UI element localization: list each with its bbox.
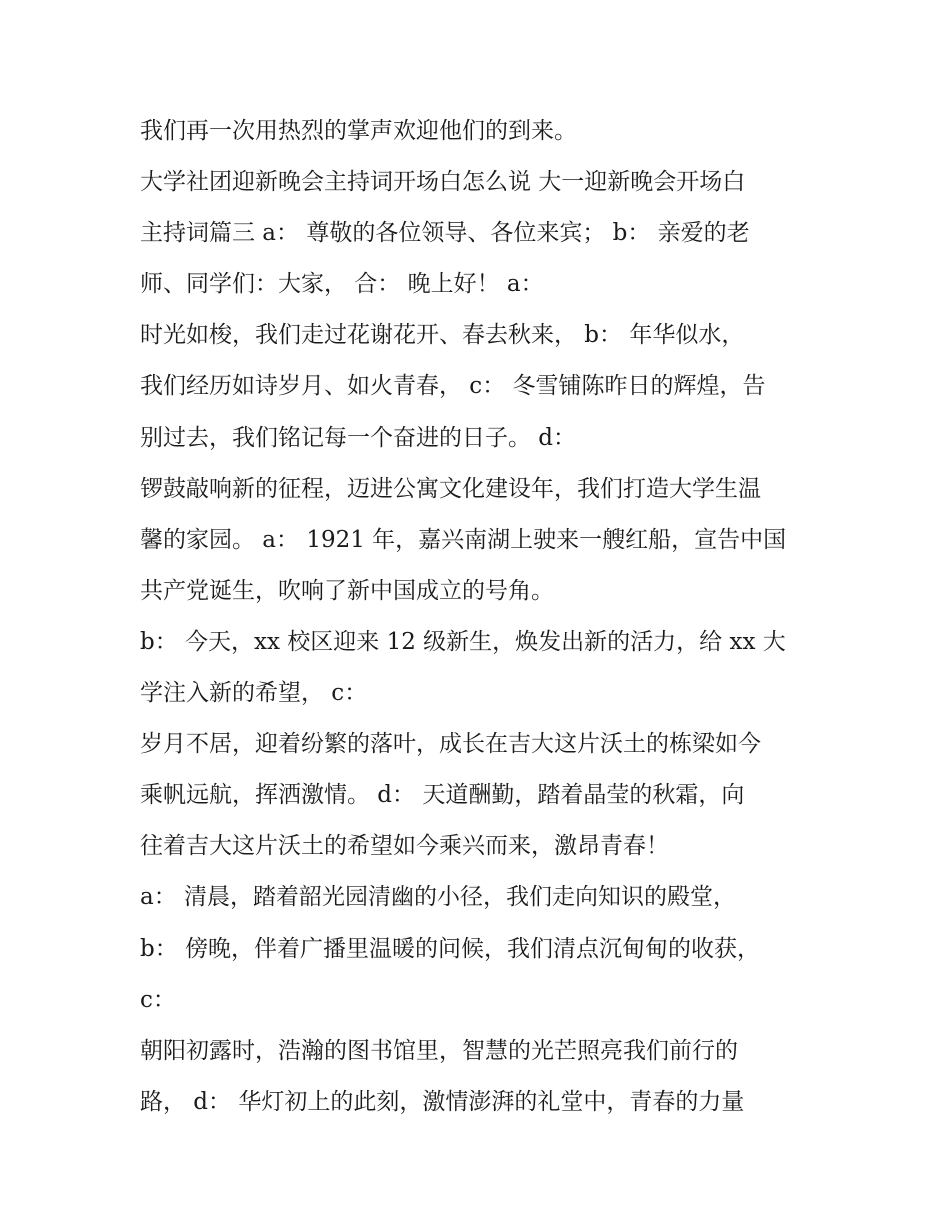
- text-line: 我们经历如诗岁月、如火青春， c： 冬雪铺陈昨日的辉煌，告: [140, 373, 766, 400]
- text-line: 往着吉大这片沃土的希望如今乘兴而来，激昂青春！: [140, 833, 669, 860]
- text-line: 我们再一次用热烈的掌声欢迎他们的到来。: [140, 118, 577, 144]
- body-text: [140, 106, 840, 1128]
- text-line: 共产党诞生，吹响了新中国成立的号角。: [140, 577, 554, 604]
- text-line: c：: [140, 986, 176, 1013]
- text-line: 馨的家园。 a： 1921 年，嘉兴南湖上驶来一艘红船，宣告中国: [140, 526, 787, 553]
- text-line: 岁月不居，迎着纷繁的落叶，成长在吉大这片沃土的栋梁如今: [140, 731, 761, 758]
- text-line: a： 清晨，踏着韶光园清幽的小径，我们走向知识的殿堂，: [140, 884, 737, 911]
- text-line: b： 今天，xx 校区迎来 12 级新生，焕发出新的活力，给 xx 大: [140, 628, 786, 655]
- text-line: 别过去，我们铭记每一个奋进的日子。 d：: [140, 424, 577, 451]
- text-line: 主持词篇三 a： 尊敬的各位领导、各位来宾； b： 亲爱的老: [140, 220, 750, 247]
- text-line: b： 傍晚，伴着广播里温暖的问候，我们清点沉甸甸的收获，: [140, 935, 761, 962]
- text-line: 乘帆远航，挥洒激情。 d： 天道酬勤，踏着晶莹的秋霜，向: [140, 782, 745, 809]
- text-line: 师、同学们：大家， 合： 晚上好！ a：: [140, 271, 544, 298]
- text-line: 锣鼓敲响新的征程，迈进公寓文化建设年，我们打造大学生温: [140, 475, 761, 502]
- text-line: 路， d： 华灯初上的此刻，激情澎湃的礼堂中，青春的力量: [140, 1088, 745, 1115]
- text-line: 学注入新的希望， c：: [140, 680, 368, 707]
- text-line: 大学社团迎新晚会主持词开场白怎么说 大一迎新晚会开场白: [140, 169, 746, 196]
- text-line: 朝阳初露时，浩瀚的图书馆里，智慧的光芒照亮我们前行的: [140, 1037, 738, 1064]
- text-line: 时光如梭，我们走过花谢花开、春去秋来， b： 年华似水，: [140, 322, 745, 349]
